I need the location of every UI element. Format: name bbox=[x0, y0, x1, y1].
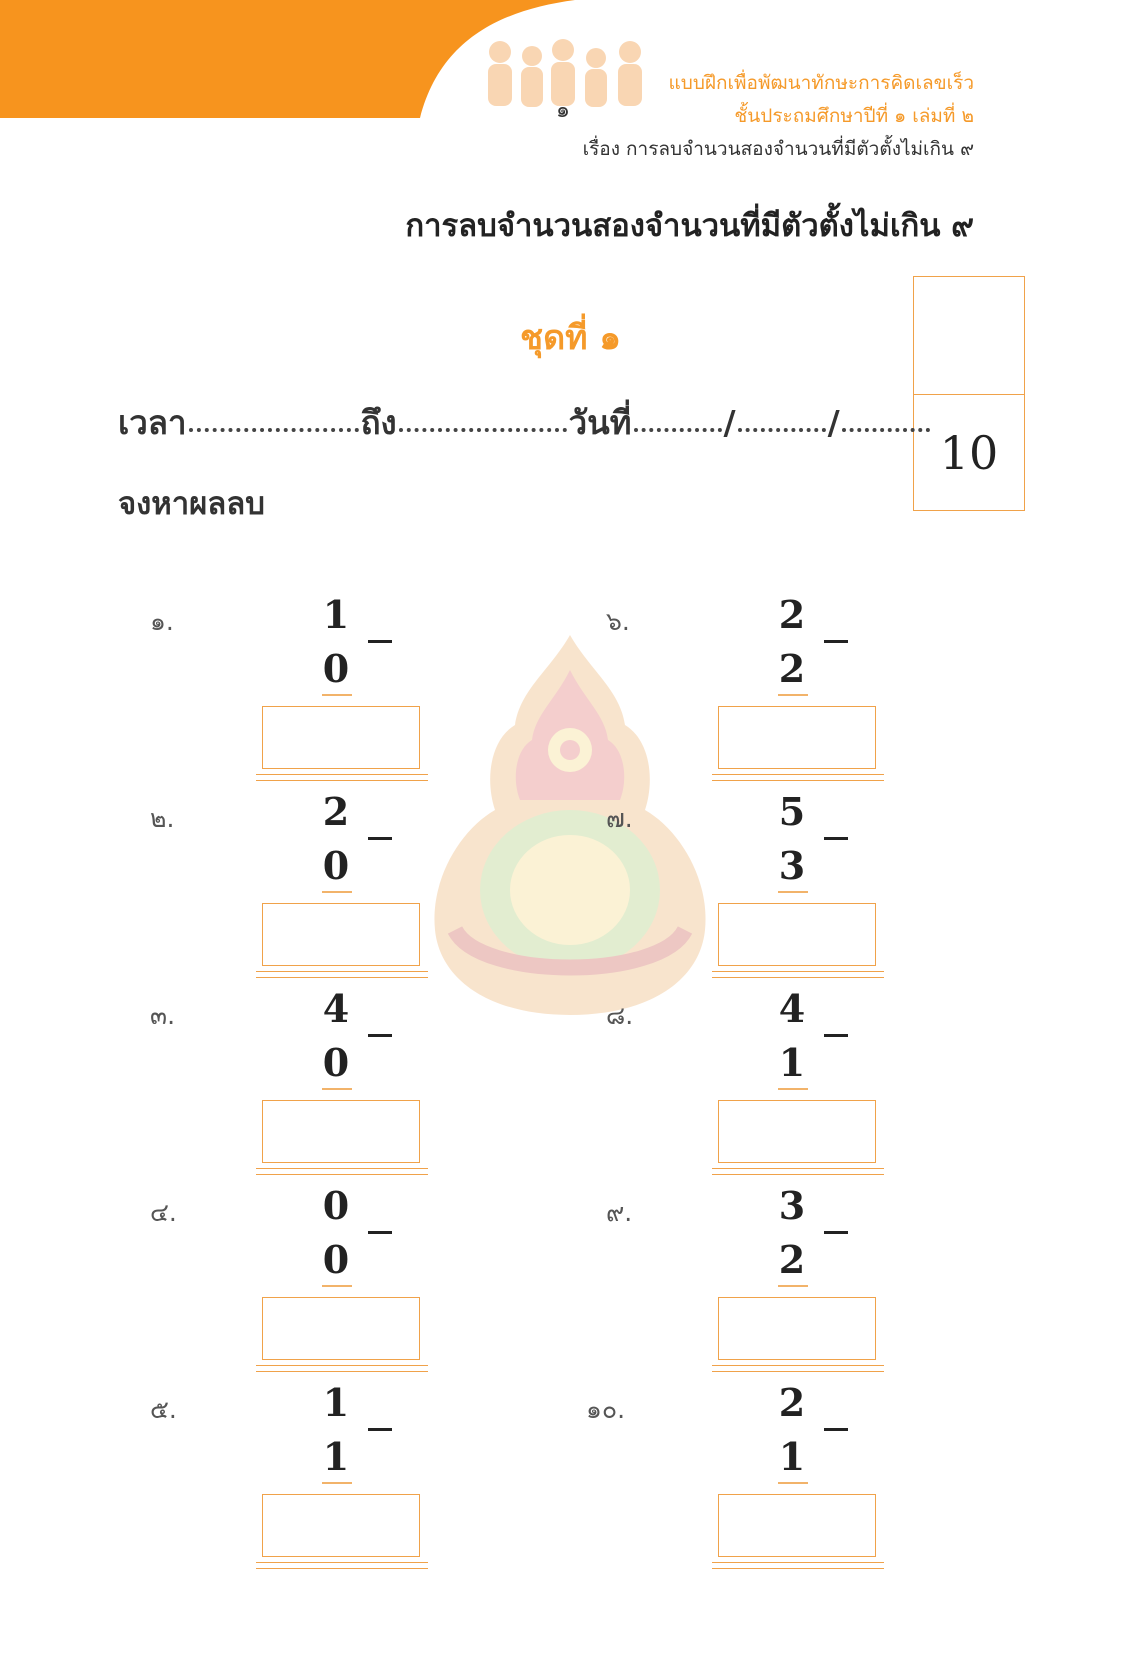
answer-rule bbox=[256, 1365, 428, 1372]
digit-underline bbox=[322, 1285, 352, 1287]
answer-box[interactable] bbox=[718, 1297, 876, 1360]
page-title: การลบจำนวนสองจำนวนที่มีตัวตั้งไม่เกิน ๙ bbox=[405, 208, 974, 244]
problem-number: ๗. bbox=[606, 804, 633, 833]
digit-underline bbox=[778, 1088, 808, 1090]
subtrahend: 1 bbox=[778, 1040, 806, 1085]
score-total: 10 bbox=[939, 426, 999, 480]
time-date-line bbox=[118, 396, 932, 449]
time-label: เวลา bbox=[118, 403, 187, 442]
minus-sign bbox=[368, 1034, 392, 1037]
minuend: 4 bbox=[322, 986, 350, 1031]
end-time-field[interactable] bbox=[399, 424, 567, 432]
book-title: แบบฝึกเพื่อพัฒนาทักษะการคิดเลขเร็ว bbox=[668, 72, 974, 94]
answer-rule bbox=[712, 1365, 884, 1372]
answer-box[interactable] bbox=[262, 1494, 420, 1557]
answer-rule bbox=[712, 774, 884, 781]
problem-item bbox=[606, 789, 1046, 985]
set-title: ชุดที่ ๑ bbox=[520, 318, 621, 358]
minuend: 2 bbox=[778, 592, 806, 637]
digit-underline bbox=[322, 891, 352, 893]
problem-item bbox=[606, 986, 1046, 1182]
minuend: 1 bbox=[322, 1380, 350, 1425]
answer-box[interactable] bbox=[718, 1494, 876, 1557]
score-box bbox=[913, 276, 1025, 511]
subtrahend: 0 bbox=[322, 1040, 350, 1085]
day-field[interactable] bbox=[634, 424, 722, 432]
problem-item bbox=[606, 592, 1046, 788]
answer-box[interactable] bbox=[718, 903, 876, 966]
answer-box[interactable] bbox=[718, 706, 876, 769]
minus-sign bbox=[368, 1428, 392, 1431]
minuend: 2 bbox=[778, 1380, 806, 1425]
subtrahend: 0 bbox=[322, 646, 350, 691]
minus-sign bbox=[824, 1034, 848, 1037]
minuend: 2 bbox=[322, 789, 350, 834]
answer-box[interactable] bbox=[262, 1297, 420, 1360]
problem-number: ๒. bbox=[150, 804, 175, 833]
problem-number: ๙. bbox=[606, 1198, 633, 1227]
subtrahend: 3 bbox=[778, 843, 806, 888]
answer-rule bbox=[712, 971, 884, 978]
problem-number: ๑๐. bbox=[586, 1395, 626, 1424]
minus-sign bbox=[824, 1428, 848, 1431]
digit-underline bbox=[778, 1285, 808, 1287]
minuend: 0 bbox=[322, 1183, 350, 1228]
subtrahend: 2 bbox=[778, 646, 806, 691]
score-field[interactable] bbox=[914, 277, 1024, 395]
digit-underline bbox=[778, 891, 808, 893]
problem-number: ๕. bbox=[150, 1395, 177, 1424]
answer-rule bbox=[712, 1562, 884, 1569]
book-grade: ชั้นประถมศึกษาปีที่ ๑ เล่มที่ ๒ bbox=[734, 105, 974, 127]
date-label: วันที่ bbox=[568, 403, 632, 442]
problem-item bbox=[150, 1380, 590, 1576]
answer-rule bbox=[256, 774, 428, 781]
answer-box[interactable] bbox=[262, 903, 420, 966]
problem-item bbox=[150, 986, 590, 1182]
problem-number: ๖. bbox=[606, 607, 630, 636]
minus-sign bbox=[368, 1231, 392, 1234]
subtrahend: 1 bbox=[322, 1434, 350, 1479]
subtrahend: 1 bbox=[778, 1434, 806, 1479]
problem-item bbox=[150, 592, 590, 788]
minus-sign bbox=[824, 640, 848, 643]
answer-rule bbox=[256, 971, 428, 978]
answer-rule bbox=[712, 1168, 884, 1175]
minuend: 1 bbox=[322, 592, 350, 637]
answer-box[interactable] bbox=[262, 706, 420, 769]
problem-number: ๓. bbox=[150, 1001, 176, 1030]
problem-number: ๘. bbox=[606, 1001, 634, 1030]
instruction-text: จงหาผลลบ bbox=[118, 486, 265, 522]
page-number: ๑ bbox=[556, 98, 570, 123]
minus-sign bbox=[368, 640, 392, 643]
problem-number: ๑. bbox=[150, 607, 174, 636]
digit-underline bbox=[322, 1482, 352, 1484]
minuend: 5 bbox=[778, 789, 806, 834]
digit-underline bbox=[778, 694, 808, 696]
year-field[interactable] bbox=[842, 424, 930, 432]
answer-box[interactable] bbox=[718, 1100, 876, 1163]
minuend: 3 bbox=[778, 1183, 806, 1228]
book-topic: เรื่อง การลบจำนวนสองจำนวนที่มีตัวตั้งไม่เกิน ๙ bbox=[582, 138, 974, 160]
subtrahend: 0 bbox=[322, 843, 350, 888]
to-label: ถึง bbox=[360, 403, 397, 442]
minuend: 4 bbox=[778, 986, 806, 1031]
minus-sign bbox=[824, 837, 848, 840]
date-separator: / bbox=[827, 403, 840, 442]
problem-item bbox=[586, 1380, 1026, 1576]
problem-item bbox=[606, 1183, 1046, 1379]
problem-item bbox=[150, 1183, 590, 1379]
answer-rule bbox=[256, 1562, 428, 1569]
minus-sign bbox=[824, 1231, 848, 1234]
date-separator: / bbox=[723, 403, 736, 442]
minus-sign bbox=[368, 837, 392, 840]
problem-number: ๔. bbox=[150, 1198, 177, 1227]
digit-underline bbox=[322, 694, 352, 696]
subtrahend: 0 bbox=[322, 1237, 350, 1282]
start-time-field[interactable] bbox=[189, 424, 359, 432]
digit-underline bbox=[778, 1482, 808, 1484]
answer-rule bbox=[256, 1168, 428, 1175]
answer-box[interactable] bbox=[262, 1100, 420, 1163]
problem-item bbox=[150, 789, 590, 985]
digit-underline bbox=[322, 1088, 352, 1090]
month-field[interactable] bbox=[738, 424, 826, 432]
subtrahend: 2 bbox=[778, 1237, 806, 1282]
